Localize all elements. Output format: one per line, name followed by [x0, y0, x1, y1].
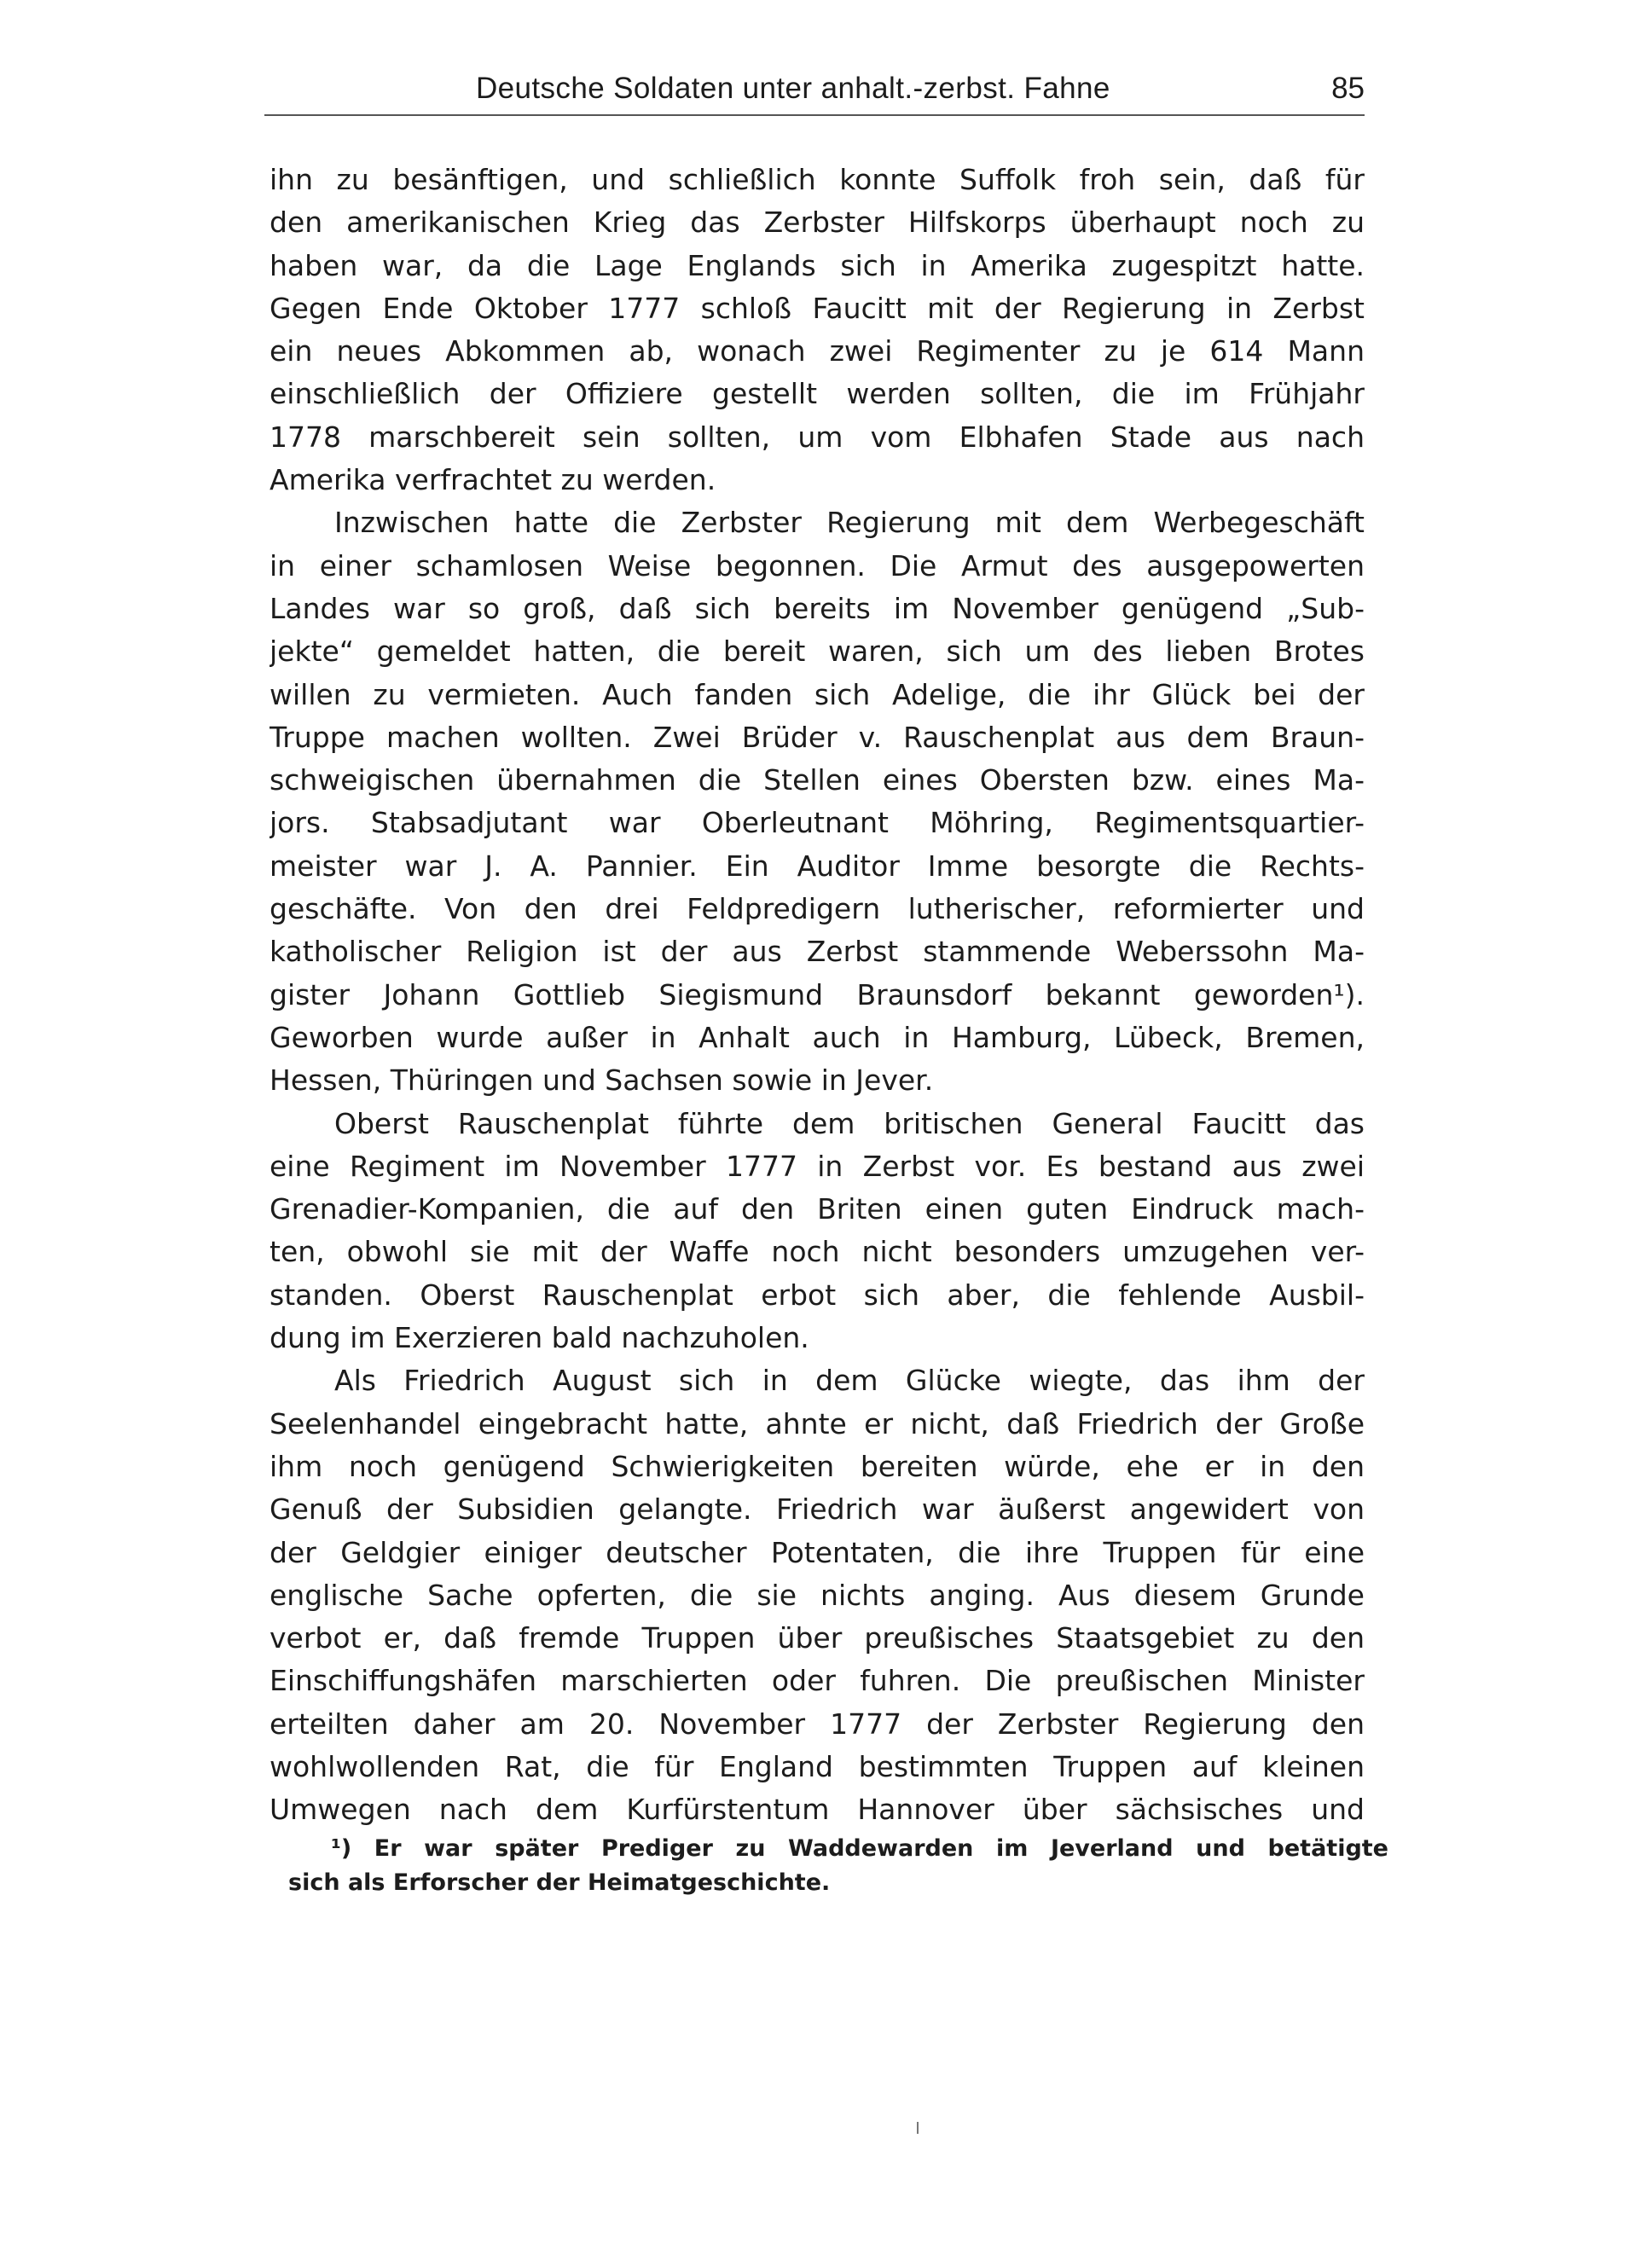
text-line: Oberst Rauschenplat führte dem britischen General Faucitt das [334, 1106, 1365, 1140]
text-line: Hessen, Thüringen und Sachsen sowie in Jever. [270, 1063, 934, 1098]
print-speck [917, 2122, 919, 2134]
text-line: dung im Exerzieren bald nachzuholen. [270, 1321, 809, 1355]
text-line: ten, obwohl sie mit der Waffe noch nicht besonders umzugehen ver- [270, 1235, 1365, 1269]
text-line: Truppe machen wollten. Zwei Brüder v. Rauschenplat aus dem Braun- [270, 720, 1365, 754]
body-text [270, 159, 1365, 1832]
text-line: in einer schamlosen Weise begonnen. Die Armut des ausgepowerten [270, 548, 1365, 582]
text-line: wohlwollenden Rat, die für England bestimmten Truppen auf kleinen [270, 1749, 1365, 1783]
text-line: erteilten daher am 20. November 1777 der Zerbster Regierung den [270, 1707, 1365, 1741]
text-line: ein neues Abkommen ab, wonach zwei Regimenter zu je 614 Mann [270, 334, 1365, 368]
text-line: Inzwischen hatte die Zerbster Regierung mit dem Werbegeschäft [334, 506, 1365, 540]
text-line: Genuß der Subsidien gelangte. Friedrich war äußerst angewidert von [270, 1492, 1365, 1527]
text-line: Grenadier-Kompanien, die auf den Briten einen guten Eindruck mach- [270, 1192, 1365, 1226]
text-line: Einschiffungshäfen marschierten oder fuhren. Die preußischen Minister [270, 1664, 1365, 1698]
text-line: verbot er, daß fremde Truppen über preußisches Staatsgebiet zu den [270, 1621, 1365, 1655]
running-head [264, 67, 1365, 118]
text-line: Als Friedrich August sich in dem Glücke wiegte, das ihm der [334, 1364, 1365, 1398]
text-line: der Geldgier einiger deutscher Potentaten, die ihre Truppen für eine [270, 1535, 1365, 1569]
text-line: Umwegen nach dem Kurfürstentum Hannover über sächsisches und [270, 1793, 1365, 1827]
text-line: geschäfte. Von den drei Feldpredigern lutherischer, reformierter und [270, 892, 1365, 926]
footnote-line: ¹) Er war später Prediger zu Waddewarden im Jeverland und betätigte [331, 1835, 1388, 1862]
text-line: Seelenhandel eingebracht hatte, ahnte er nicht, daß Friedrich der Große [270, 1406, 1365, 1440]
text-line: willen zu vermieten. Auch fanden sich Adelige, die ihr Glück bei der [270, 677, 1365, 711]
text-line: schweigischen übernahmen die Stellen eines Obersten bzw. eines Ma- [270, 763, 1365, 797]
text-line: standen. Oberst Rauschenplat erbot sich aber, die fehlende Ausbil- [270, 1278, 1365, 1312]
header-rule [264, 114, 1365, 116]
footnote [288, 1832, 1388, 1900]
text-line: jekte“ gemeldet hatten, die bereit waren, sich um des lieben Brotes [270, 635, 1365, 669]
text-line: 1778 marschbereit sein sollten, um vom Elbhafen Stade aus nach [270, 420, 1365, 454]
text-line: Gegen Ende Oktober 1777 schloß Faucitt mit der Regierung in Zerbst [270, 291, 1365, 325]
text-line: meister war J. A. Pannier. Ein Auditor Imme besorgte die Rechts- [270, 849, 1365, 883]
text-line: den amerikanischen Krieg das Zerbster Hilfskorps überhaupt noch zu [270, 206, 1365, 240]
text-line: gister Johann Gottlieb Siegismund Braunsdorf bekannt geworden¹). [270, 977, 1365, 1011]
text-line: Geworben wurde außer in Anhalt auch in Hamburg, Lübeck, Bremen, [270, 1020, 1365, 1054]
text-line: jors. Stabsadjutant war Oberleutnant Möhring, Regimentsquartier- [270, 806, 1365, 840]
text-line: Landes war so groß, daß sich bereits im November genügend „Sub- [270, 591, 1365, 625]
text-line: ihn zu besänftigen, und schließlich konnte Suffolk froh sein, daß für [270, 163, 1365, 196]
text-line: englische Sache opferten, die sie nichts anging. Aus diesem Grunde [270, 1578, 1365, 1612]
text-line: katholischer Religion ist der aus Zerbst stammende Weberssohn Ma- [270, 935, 1365, 969]
footnote-line: sich als Erforscher der Heimatgeschichte. [288, 1869, 831, 1896]
text-line: eine Regiment im November 1777 in Zerbst vor. Es bestand aus zwei [270, 1149, 1365, 1183]
text-line: einschließlich der Offiziere gestellt werden sollten, die im Frühjahr [270, 377, 1365, 411]
page-number: 85 [1331, 72, 1365, 105]
text-line: haben war, da die Lage Englands sich in Amerika zugespitzt hatte. [270, 248, 1365, 282]
text-line: ihm noch genügend Schwierigkeiten bereiten würde, ehe er in den [270, 1449, 1365, 1483]
running-title: Deutsche Soldaten unter anhalt.-zerbst. Fahne [476, 72, 1110, 105]
text-line: Amerika verfrachtet zu werden. [270, 463, 716, 497]
